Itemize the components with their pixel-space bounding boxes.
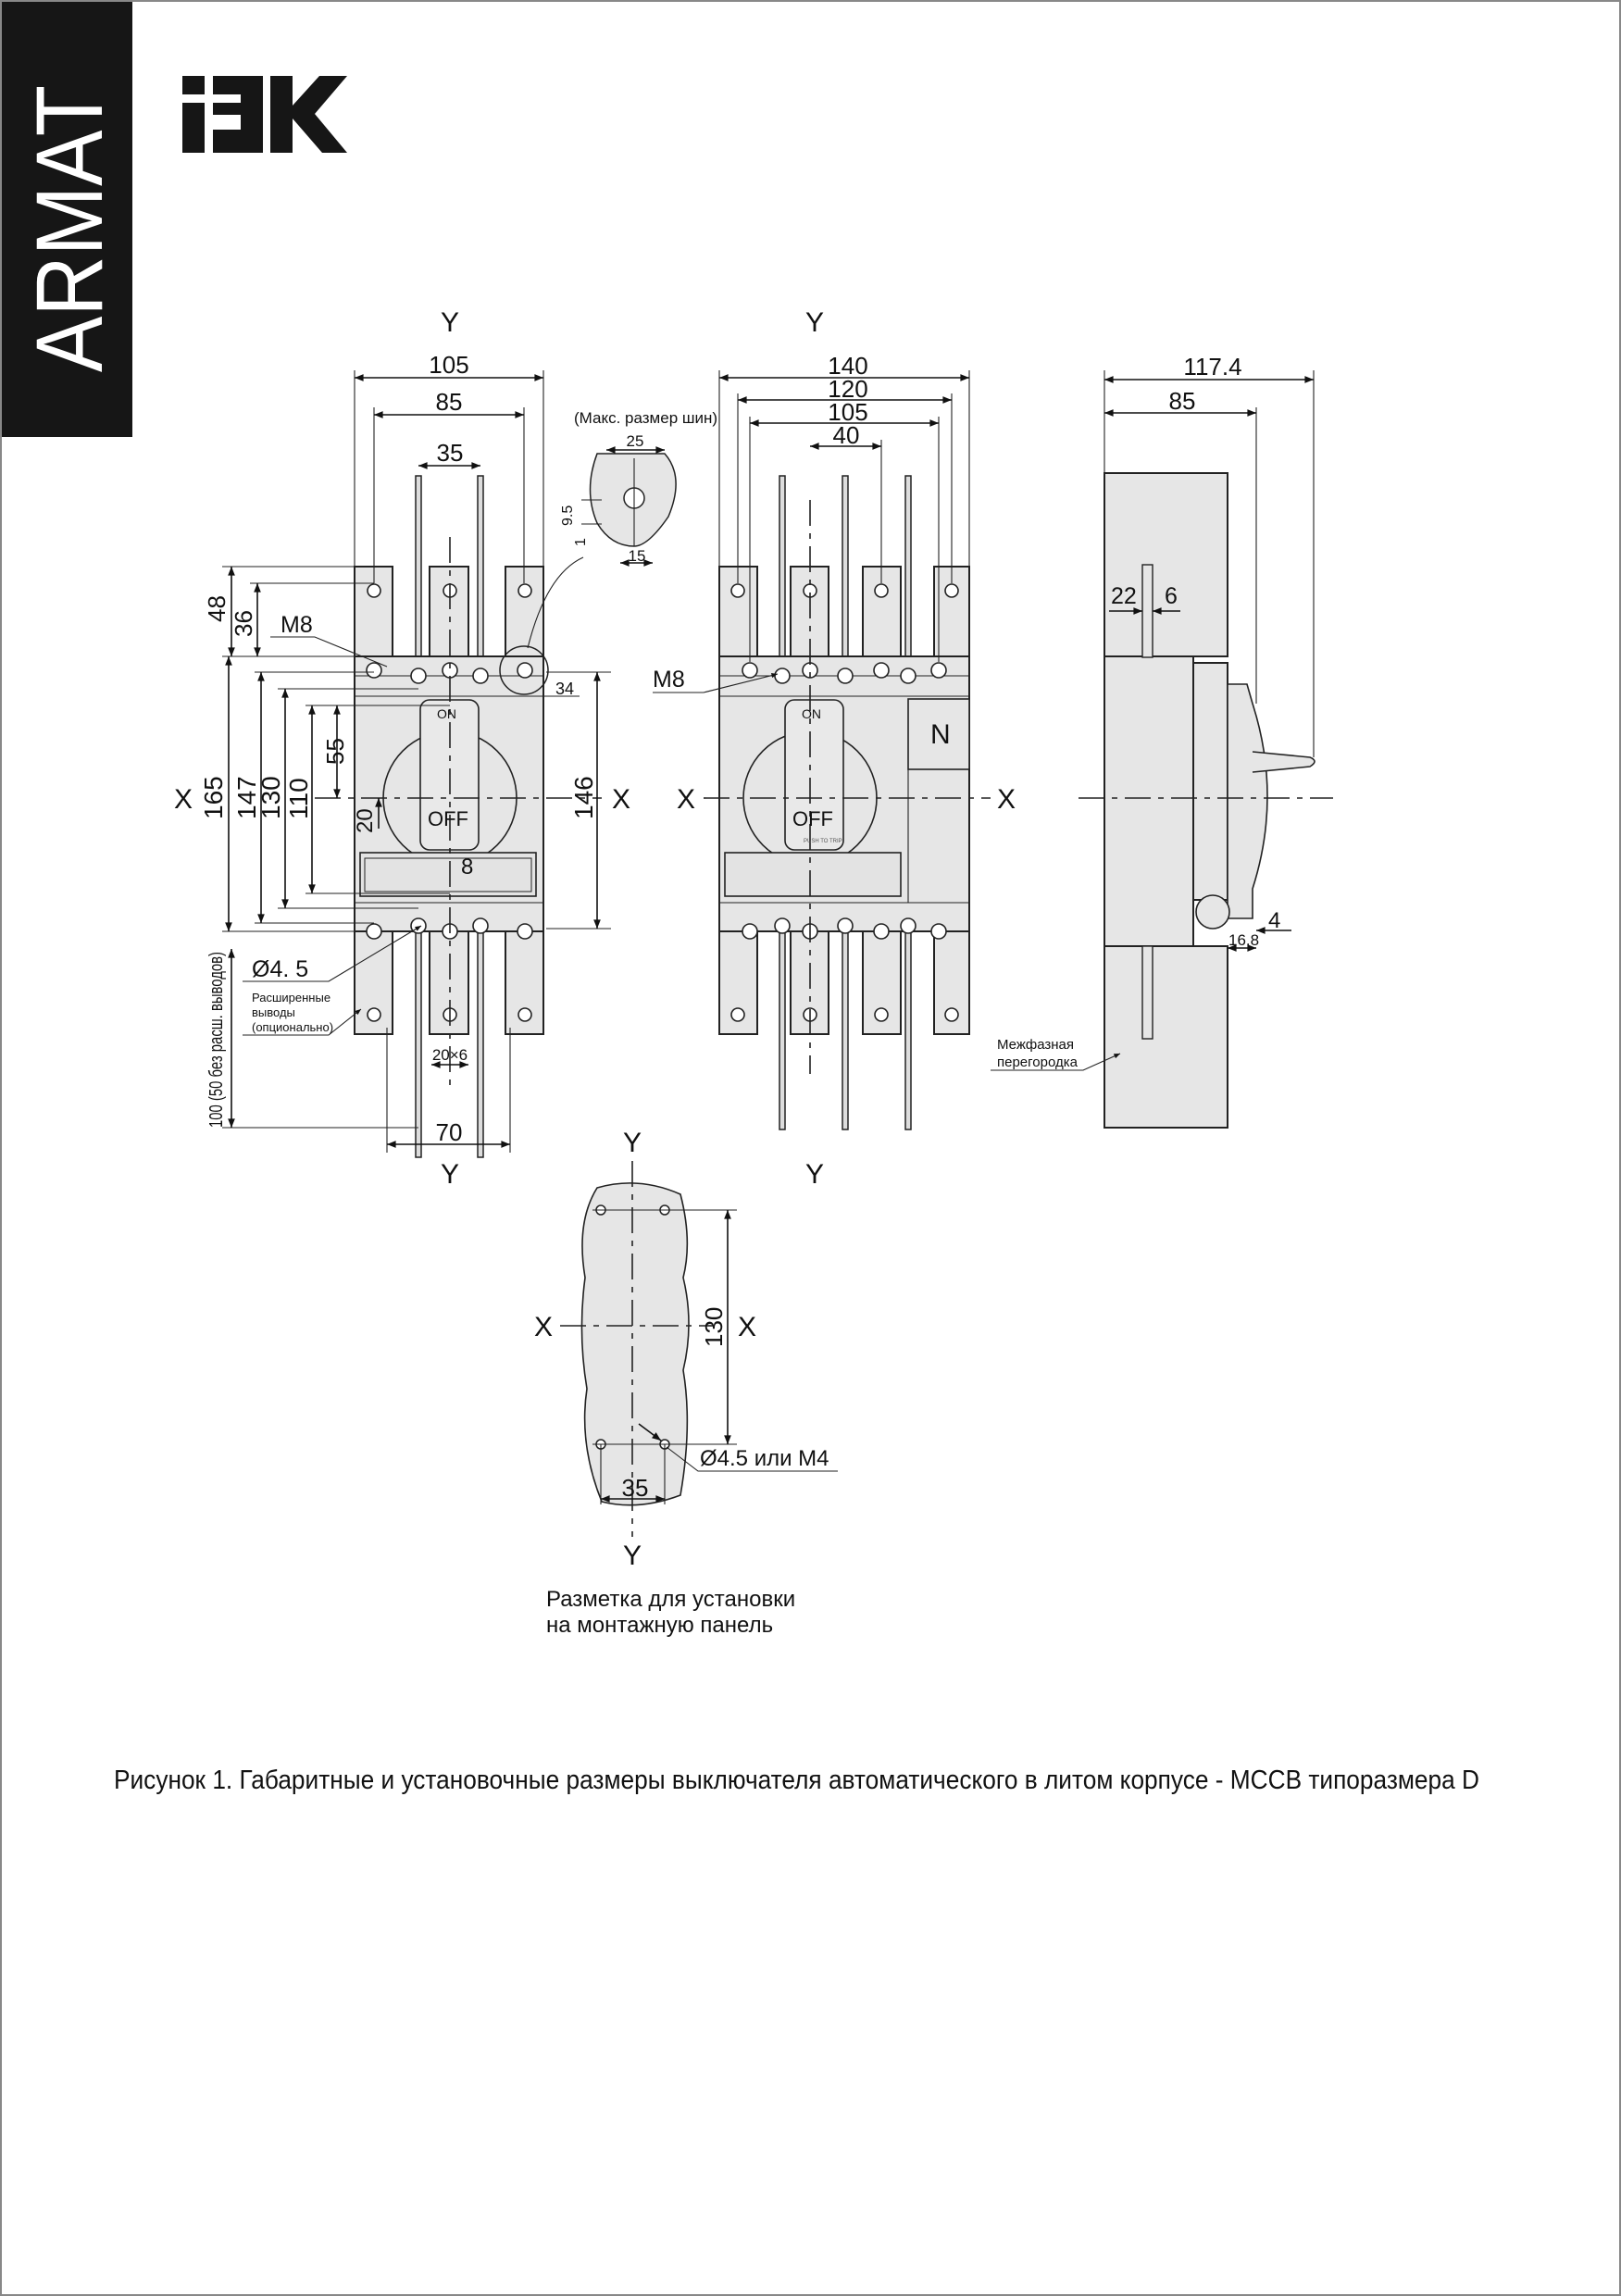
svg-text:85: 85: [435, 388, 463, 416]
svg-text:34: 34: [555, 680, 575, 698]
svg-text:ON: ON: [802, 706, 821, 721]
mounting-template: [534, 1128, 838, 1638]
busbar-max-size-detail: [560, 409, 717, 565]
svg-text:110: 110: [284, 778, 313, 819]
svg-text:105: 105: [828, 398, 868, 426]
svg-text:147: 147: [232, 776, 261, 819]
svg-text:130: 130: [256, 776, 285, 819]
svg-text:105: 105: [429, 351, 469, 379]
svg-text:8: 8: [461, 855, 474, 880]
svg-text:6: 6: [1165, 583, 1178, 609]
svg-text:55: 55: [321, 738, 349, 765]
svg-text:Y: Y: [441, 307, 460, 338]
svg-text:130: 130: [700, 1306, 728, 1347]
svg-text:X: X: [738, 1312, 757, 1342]
svg-text:Y: Y: [623, 1541, 642, 1571]
svg-text:100 (50 без расш. выводов): 100 (50 без расш. выводов): [206, 891, 227, 1128]
handle-on-label: ON: [437, 706, 456, 721]
svg-text:70: 70: [435, 1118, 463, 1146]
svg-text:48: 48: [203, 595, 231, 622]
svg-text:X: X: [174, 784, 193, 815]
svg-text:40: 40: [832, 421, 860, 449]
svg-text:выводы: выводы: [252, 1005, 295, 1019]
svg-text:15: 15: [628, 547, 646, 565]
svg-text:(Макс. размер шин): (Макс. размер шин): [574, 409, 718, 427]
svg-text:35: 35: [436, 439, 464, 467]
svg-text:146: 146: [569, 776, 598, 819]
svg-text:ARMAT: ARMAT: [17, 48, 122, 372]
armat-side-banner: [2, 2, 132, 437]
svg-text:перегородка: перегородка: [997, 1054, 1078, 1070]
svg-text:16.8: 16.8: [1228, 931, 1260, 949]
svg-text:(опционально): (опционально): [252, 1020, 334, 1034]
svg-text:Расширенные: Расширенные: [252, 991, 331, 1004]
svg-text:X: X: [534, 1312, 554, 1342]
svg-text:22: 22: [1111, 583, 1137, 609]
svg-text:M8: M8: [653, 667, 685, 693]
svg-text:20: 20: [353, 808, 378, 833]
svg-text:4: 4: [1268, 908, 1281, 933]
figure-caption: Рисунок 1. Габаритные и установочные размеры выключателя автоматического в литом корпусе - MCCB типоразмера D: [114, 1766, 1479, 1795]
svg-text:20×6: 20×6: [431, 1046, 468, 1064]
svg-text:Y: Y: [805, 1159, 825, 1190]
svg-text:35: 35: [621, 1474, 649, 1502]
page-frame: [1, 1, 1620, 2295]
svg-text:120: 120: [828, 375, 868, 403]
thread-label: M8: [281, 612, 313, 638]
svg-text:Y: Y: [441, 1159, 460, 1190]
svg-text:Ø4.5 или M4: Ø4.5 или M4: [700, 1446, 829, 1471]
handle-off-label: OFF: [428, 807, 468, 830]
svg-text:9.5: 9.5: [560, 505, 576, 526]
neutral-pole-label: N: [930, 719, 951, 750]
mounting-caption: Разметка для установки: [546, 1587, 796, 1612]
svg-text:1: 1: [573, 538, 589, 546]
svg-text:117.4: 117.4: [1183, 353, 1242, 381]
svg-text:Межфазная: Межфазная: [997, 1037, 1075, 1053]
side-view: [1079, 473, 1333, 1128]
svg-text:на монтажную панель: на монтажную панель: [546, 1613, 774, 1638]
svg-text:36: 36: [230, 610, 257, 637]
svg-text:X: X: [677, 784, 696, 815]
front-view-4-pole: [704, 476, 991, 1129]
svg-text:140: 140: [828, 352, 868, 380]
iek-logo: [182, 76, 347, 153]
svg-text:PUSH TO TRIP: PUSH TO TRIP: [804, 839, 842, 844]
hole-label: Ø4. 5: [252, 956, 309, 982]
svg-text:85: 85: [1168, 387, 1196, 415]
svg-text:OFF: OFF: [792, 807, 833, 830]
svg-text:X: X: [612, 784, 631, 815]
svg-text:Y: Y: [623, 1128, 642, 1158]
svg-text:165: 165: [199, 776, 228, 819]
svg-text:25: 25: [626, 432, 644, 450]
svg-text:X: X: [997, 784, 1016, 815]
svg-text:Y: Y: [805, 307, 825, 338]
